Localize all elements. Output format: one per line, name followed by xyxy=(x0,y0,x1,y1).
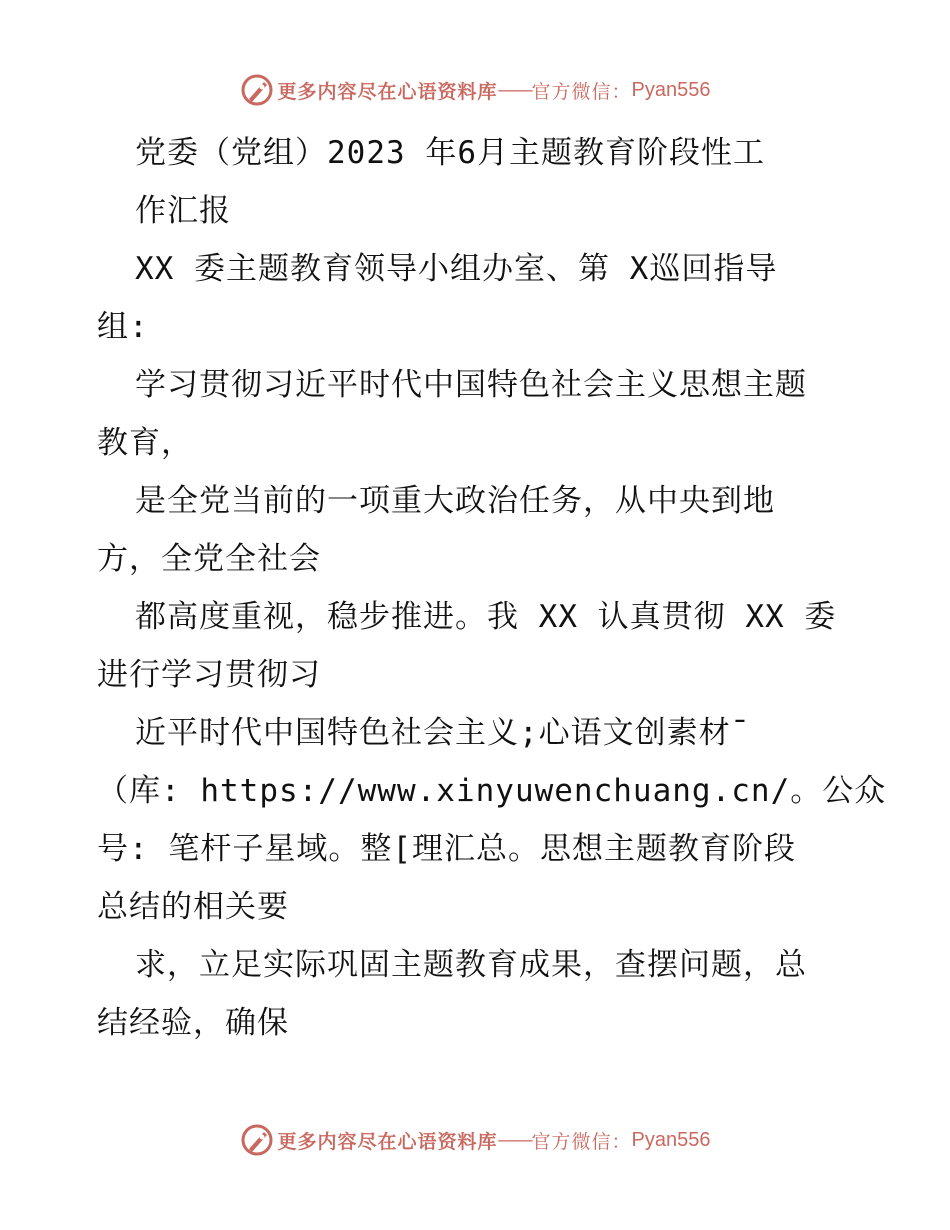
paragraph-line: 学习贯彻习近平时代中国特色社会主义思想主题 xyxy=(135,367,807,403)
footer-watermark xyxy=(0,1120,950,1160)
header-watermark xyxy=(0,70,950,110)
watermark-wechat-label: 官方微信： xyxy=(531,1130,632,1153)
document-body xyxy=(97,124,887,1052)
paragraph-line: 近平时代中国特色社会主义;心语文创素材¯ xyxy=(135,715,751,751)
paragraph-line: 是全党当前的一项重大政治任务，从中央到地 xyxy=(135,483,775,519)
paragraph-line: 进行学习贯彻习 xyxy=(97,657,321,693)
paragraph-line: （库: https://www.xinyuwenchuang.cn/。公众 xyxy=(97,773,887,809)
paragraph-line: 都高度重视，稳步推进。我 XX 认真贯彻 XX 委 xyxy=(135,599,837,635)
paragraph-line: 号: 笔杆子星域。整[理汇总。思想主题教育阶段 xyxy=(97,831,796,867)
watermark-dash: —— xyxy=(497,79,532,101)
addressee-line-2: 组: xyxy=(97,309,149,345)
pen-logo-icon xyxy=(240,1123,274,1157)
paragraph-line: 求，立足实际巩固主题教育成果，查摆问题，总 xyxy=(135,947,807,983)
paragraph-line: 结经验，确保 xyxy=(97,1005,289,1041)
paragraph-line: 总结的相关要 xyxy=(97,889,289,925)
pen-logo-icon xyxy=(240,73,274,107)
watermark-site-text: 更多内容尽在心语资料库 xyxy=(277,1130,498,1153)
title-line-2: 作汇报 xyxy=(135,193,231,229)
watermark-dash: —— xyxy=(497,1129,532,1151)
addressee-line-1: XX 委主题教育领导小组办室、第 X巡回指导 xyxy=(135,251,778,287)
watermark-wechat-label: 官方微信： xyxy=(531,80,632,103)
watermark-site-text: 更多内容尽在心语资料库 xyxy=(277,80,498,103)
watermark-wechat-id: Pyan556 xyxy=(631,78,711,101)
paragraph-line: 教育， xyxy=(97,425,193,461)
paragraph-line: 方，全党全社会 xyxy=(97,541,321,577)
title-line-1: 党委（党组）2023 年6月主题教育阶段性工 xyxy=(135,135,765,171)
watermark-wechat-id: Pyan556 xyxy=(631,1128,711,1151)
